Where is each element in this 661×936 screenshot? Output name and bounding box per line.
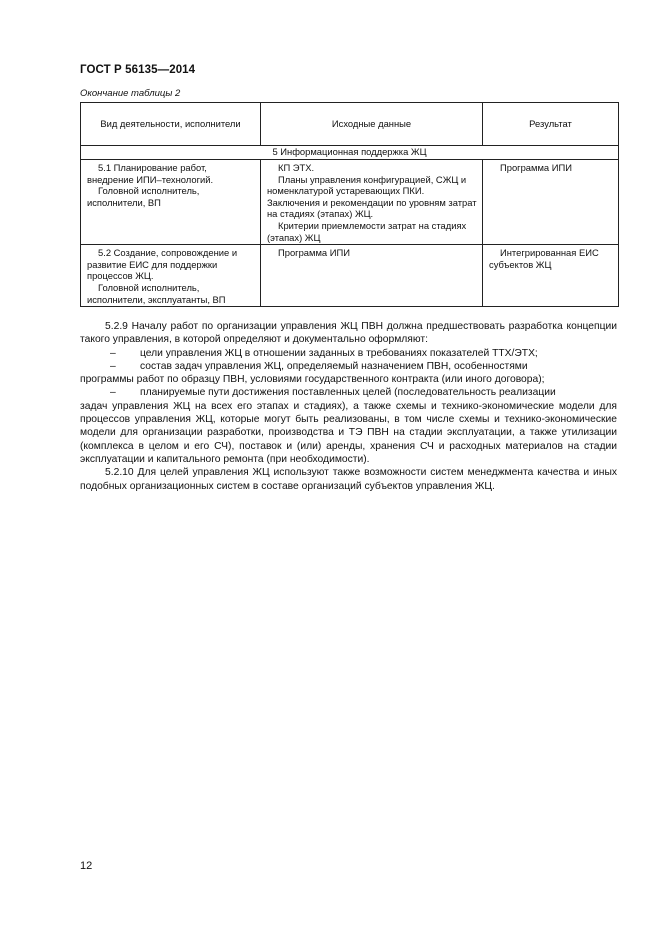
input-line: КП ЭТХ. [278,162,315,173]
list-dash: – [110,387,116,399]
input-line: Заключения и рекомендации по уровням затрат на стадиях (этапах) ЖЦ. [267,196,477,220]
result-text: Программа ИПИ [500,162,572,173]
activity-executors: Головной исполнитель, исполнители, эксплуатанты, ВП [87,281,226,305]
cell-result [483,245,619,307]
list-item-continuation: программы работ по образцу ПВН, условиями государственного контракта (или иного договора); [80,374,545,386]
cell-activity [81,160,261,245]
column-header-activity: Вид деятельности, исполнители [81,103,261,146]
input-line: Критерии приемлемости затрат на стадиях (этапах) ЖЦ [267,219,467,243]
table-row [81,160,619,245]
table-header-row [81,103,619,146]
paragraph-5-2-9: 5.2.9 Началу работ по организации управления ЖЦ ПВН должна предшествовать разработка концепции такого управления, в которой определяют и документально оформляют: [80,321,617,346]
list-item [80,347,617,360]
table-caption: Окончание таблицы 2 [80,88,181,99]
body-text [80,320,617,493]
paragraph-5-2-10: 5.2.10 Для целей управления ЖЦ используют также возможности систем менеджмента качества и иных подобных организационных систем в составе организаций субъектов управления ЖЦ. [80,467,617,492]
column-header-input: Исходные данные [261,103,483,146]
list-item [80,386,617,399]
activity-text: 5.1 Планирование работ, внедрение ИПИ–технологий. [87,162,214,185]
cell-input [261,160,483,245]
section-title: 5 Информационная поддержка ЖЦ [81,146,619,160]
input-line: Программа ИПИ [278,247,350,259]
activities-table [80,102,619,307]
cell-input [261,245,483,307]
cell-activity [81,245,261,307]
page-number: 12 [80,860,93,872]
list-item-text: состав задач управления ЖЦ, определяемый назначением ПВН, особенностями [140,360,528,372]
list-dash: – [110,347,116,359]
result-text: Интегрированная ЕИС субъектов ЖЦ [489,247,599,270]
list-item-continuation: задач управления ЖЦ на всех его этапах и стадиях), а также схемы и технико-экономические модели для процессов управления ЖЦ, которые могут быть реализованы, в том числе схемы и технико-экономические модели для организации разработки, производства и ТЭ ПВН на стадии эксплуатации, а также утилизации (комплекса в целом и его СЧ), поставок и (или) аренды, хранения СЧ и расходных материалов на стадии эксплуатации и капитального ремонта (при необходимости). [80,400,617,465]
list-item-text: планируемые пути достижения поставленных целей (последовательность реализации [140,387,556,399]
list-dash: – [110,360,116,372]
input-line: Планы управления конфигурацией, СЖЦ и номенклатурой устаревающих ПКИ. [267,173,467,197]
column-header-result: Результат [483,103,619,146]
activity-text: 5.2 Создание, сопровождение и развитие ЕИС для поддержки процессов ЖЦ. [87,247,238,282]
table-section-row [81,146,619,160]
cell-result [483,160,619,245]
activity-executors: Головной исполнитель, исполнители, ВП [87,185,200,208]
table-row [81,245,619,307]
list-item-text: цели управления ЖЦ в отношении заданных в требованиях показателей ТТХ/ЭТХ; [140,347,538,359]
list-item [80,360,617,373]
standard-header: ГОСТ Р 56135—2014 [80,64,196,76]
